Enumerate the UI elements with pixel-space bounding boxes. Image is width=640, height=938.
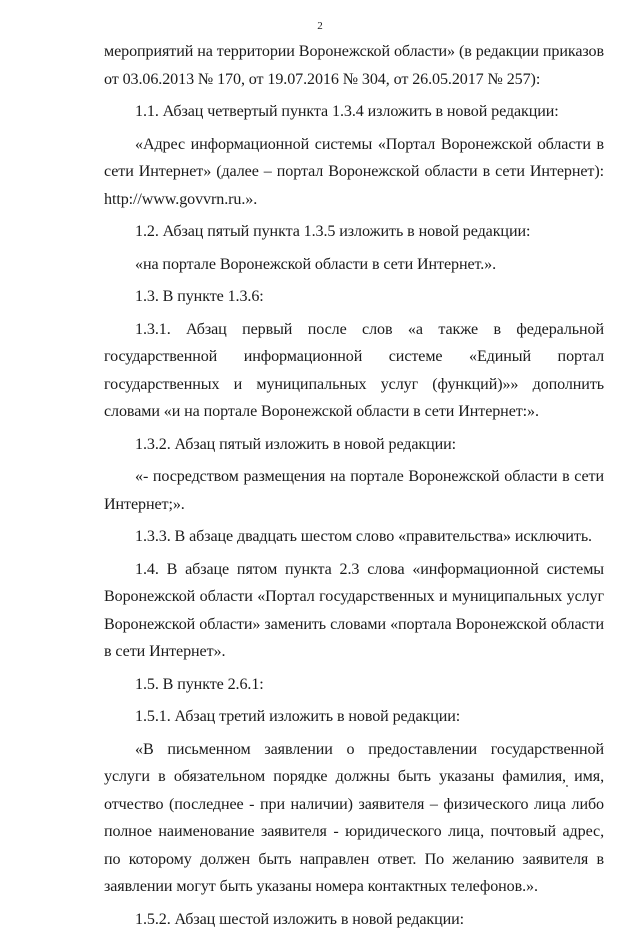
paragraph-continuation: мероприятий на территории Воронежской области» (в редакции приказов от 03.06.2013 № 170, от 19.07.2016 № 304, от 26.05.2017 № 257): xyxy=(104,43,604,88)
paragraph-1-5: 1.5. В пункте 2.6.1: xyxy=(135,675,264,693)
page-number: 2 xyxy=(317,20,323,32)
paragraph-1-3-1: 1.3.1. Абзац первый после слов «а также в федеральной государственной информационной системе «Единый портал государственных и муниципальных услуг (функций)»» дополнить словами «и на портале Воронежской области в сети Интернет:». xyxy=(104,320,604,420)
paragraph-1-5-2: 1.5.2. Абзац шестой изложить в новой редакции: xyxy=(135,910,465,928)
paragraph-1-3: 1.3. В пункте 1.3.6: xyxy=(135,288,264,305)
paragraph-1-1-text: «Адрес информационной системы «Портал Воронежской области в сети Интернет» (далее – портал Воронежской области в сети Интернет): http://www.govvrn.ru.». xyxy=(104,135,604,208)
paragraph-1-3-2-text: «- посредством размещения на портале Воронежской области в сети Интернет;». xyxy=(104,468,604,513)
paragraph-1-5-1: 1.5.1. Абзац третий изложить в новой редакции: xyxy=(135,708,461,725)
paragraph-1-5-1-text: «В письменном заявлении о предоставлении государственной услуги в обязательном порядке должны быть указаны фамилия, имя, отчество (последнее - при наличии) заявителя – физического лица либо полное наименование заявителя - юридического лица, почтовый адрес, по которому должен быть направлен ответ. По желанию заявителя в заявлении могут быть указаны номера контактных телефонов.». xyxy=(104,740,604,895)
document-body xyxy=(104,38,604,938)
scan-speck xyxy=(566,785,568,787)
paragraph-1-4: 1.4. В абзаце пятом пункта 2.3 слова «информационной системы Воронежской области «Портал государственных и муниципальных услуг Воронежской области» заменить словами «портала Воронежской области в сети Интернет». xyxy=(104,560,604,660)
paragraph-1-3-3: 1.3.3. В абзаце двадцать шестом слово «правительства» исключить. xyxy=(135,528,592,545)
paragraph-1-2: 1.2. Абзац пятый пункта 1.3.5 изложить в новой редакции: xyxy=(135,223,531,240)
paragraph-1-2-text: «на портале Воронежской области в сети Интернет.». xyxy=(135,255,497,273)
paragraph-1-3-2: 1.3.2. Абзац пятый изложить в новой редакции: xyxy=(135,435,457,453)
paragraph-1-1: 1.1. Абзац четвертый пункта 1.3.4 изложить в новой редакции: xyxy=(135,103,559,120)
